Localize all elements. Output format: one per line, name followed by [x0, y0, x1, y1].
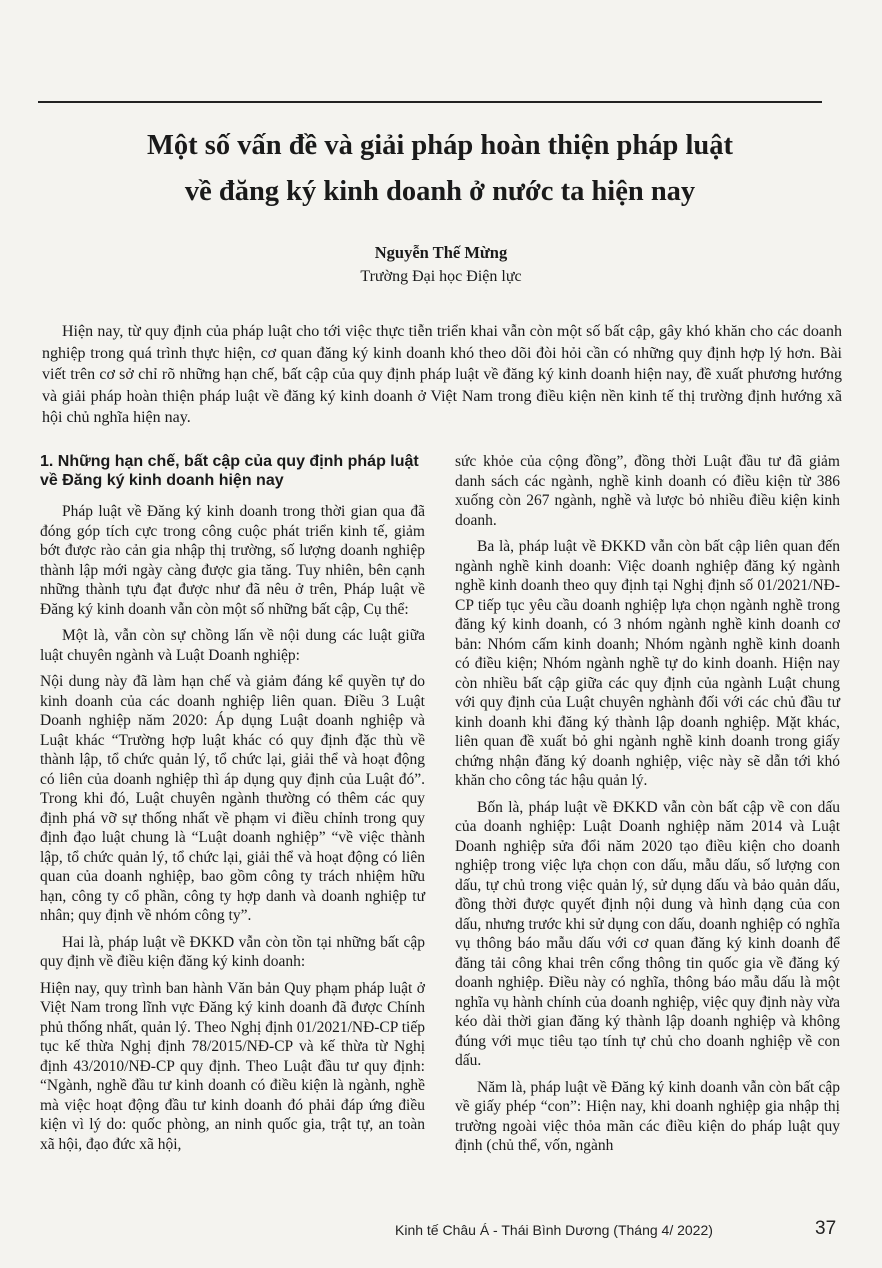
paragraph: Hai là, pháp luật về ĐKKD vẫn còn tồn tại những bất cập quy định về điều kiện đăng ký kinh doanh: — [40, 933, 425, 970]
journal-footer: Kinh tế Châu Á - Thái Bình Dương (Tháng 4/ 2022) — [395, 1222, 713, 1238]
page-number: 37 — [815, 1218, 837, 1239]
author-name: Nguyễn Thế Mừng — [374, 243, 508, 262]
header-rule — [38, 101, 822, 103]
abstract: Hiện nay, từ quy định của pháp luật cho tới việc thực tiễn triển khai vẫn còn một số bất cập, gây khó khăn cho các doanh nghiệp trong quá trình thực hiện, cơ quan đăng ký kinh doanh khó theo dõi đòi hỏi cần có những quy định hợp lý hơn. Bài viết trên cơ sở chỉ rõ những hạn chế, bất cập của quy định pháp luật về đăng ký kinh doanh hiện nay, đề xuất phương hướng và giải pháp hoàn thiện pháp luật về đăng ký kinh doanh ở Việt Nam trong điều kiện nền kinh tế thị trường định hướng xã hội chủ nghĩa hiện nay. — [42, 323, 842, 427]
left-column — [40, 452, 425, 1161]
paragraph: Nội dung này đã làm hạn chế và giảm đáng kể quyền tự do kinh doanh của các doanh nghiệp liên quan. Điều 3 Luật Doanh nghiệp năm 2020: Áp dụng Luật doanh nghiệp và Luật khác “Trường hợp luật khác có quy định đặc thù về thành lập, tổ chức quản lý, tổ chức lại, giải thể và hoạt động có liên của doanh nghiệp thì áp dụng quy định của Luật đó”. Trong khi đó, Luật chuyên ngành thường có thêm các quy định phá vỡ sự thống nhất về phạm vi điều chỉnh trong quy định đạo luật chung là “Luật doanh nghiệp” “về việc thành lập, tổ chức quản lý, tổ chức lại, giải thể và hoạt động có liên quan của doanh nghiệp, bao gồm công ty trách nhiệm hữu hạn, công ty cổ phần, công ty hợp danh và doanh nghiệp tư nhân; quy định về nhóm công ty”. — [40, 673, 425, 924]
author-affiliation: Trường Đại học Điện lực — [360, 268, 522, 285]
paragraph: Một là, vẫn còn sự chồng lấn về nội dung các luật giữa luật chuyên ngành và Luật Doanh nghiệp: — [40, 627, 425, 664]
paragraph: Ba là, pháp luật về ĐKKD vẫn còn bất cập liên quan đến ngành nghề kinh doanh: Việc doanh nghiệp đăng ký ngành nghề kinh doanh theo quy định tại Nghị định số 01/2021/NĐ-CP tiếp tục yêu cầu doanh nghiệp lựa chọn ngành nghề trong đăng ký kinh doanh, có 3 nhóm ngành nghề kinh doanh cơ bản: Nhóm cấm kinh doanh; Nhóm ngành nghề kinh doanh có điều kiện; Nhóm ngành nghề tự do kinh doanh. Hiện nay còn nhiều bất cập giữa các quy định của ngành Luật chung với quy định của Luật chuyên nghành đối với các chủ đầu tư kinh doanh khi đăng ký thành lập doanh nghiệp. Mặt khác, liên quan đề xuất bỏ ghi ngành nghề kinh doanh trong giấy chứng nhận đăng ký doanh nghiệp, việc này sẽ dẫn tới khó khăn cho công tác hậu quản lý. — [455, 538, 840, 789]
paragraph: Bốn là, pháp luật về ĐKKD vẫn còn bất cập về con dấu của doanh nghiệp: Luật Doanh nghiệp năm 2014 và Luật Doanh nghiệp sửa đổi năm 2020 tạo điều kiện cho doanh nghiệp trong việc lựa chọn con dấu, mẫu dấu, số lượng con dấu, tự chủ trong việc quản lý, sử dụng dấu và bảo quản dấu, đồng thời được quyết định nội dung và hình dạng của con dấu, nhưng trước khi sử dụng con dấu, doanh nghiệp có nghĩa vụ thông báo mẫu dấu với cơ quan đăng ký kinh doanh để đăng tải công khai trên cổng thông tin quốc gia về đăng ký doanh nghiệp. Điều này có nghĩa, thông báo mẫu dấu là một nghĩa vụ hành chính của doanh nghiệp, việc quy định này vừa kéo dài thời gian đăng ký thành lập doanh nghiệp và không đúng với mục tiêu tạo tính tự chủ cho doanh nghiệp về con dấu. — [455, 798, 840, 1069]
paragraph: Hiện nay, quy trình ban hành Văn bản Quy phạm pháp luật ở Việt Nam trong lĩnh vực Đăng ký kinh doanh đã được Chính phủ thống nhất, quản lý. Theo Nghị định 01/2021/NĐ-CP tiếp tục kế thừa Nghị định 78/2015/NĐ-CP và kế thừa từ Nghị định 43/2010/NĐ-CP quy định. Theo Luật đầu tư quy định: “Ngành, nghề đầu tư kinh doanh có điều kiện là ngành, nghề mà việc hoạt động đầu tư kinh doanh đó phải đáp ứng điều kiện vì lý do: quốc phòng, an ninh quốc gia, trật tự, an toàn xã hội, đạo đức xã hội, — [40, 979, 425, 1153]
paragraph: Năm là, pháp luật về Đăng ký kinh doanh vẫn còn bất cập về giấy phép “con”: Hiện nay, khi doanh nghiệp gia nhập thị trường ngoài việc thỏa mãn các điều kiện do pháp luật quy định (chủ thể, vốn, ngành — [455, 1078, 840, 1154]
paragraph: sức khỏe của cộng đồng”, đồng thời Luật đầu tư đã giảm danh sách các ngành, nghề kinh doanh có điều kiện từ 386 xuống còn 267 ngành, nghề và lược bỏ nhiều điều kiện kinh doanh. — [455, 453, 840, 529]
article-title — [40, 123, 840, 215]
title-line-1: Một số vấn đề và giải pháp hoàn thiện pháp luật — [147, 130, 733, 161]
right-column — [455, 452, 840, 1163]
paragraph: Pháp luật về Đăng ký kinh doanh trong thời gian qua đã đóng góp tích cực trong công cuộc phát triển kinh tế, giảm bớt được rào cản gia nhập thị trường, số lượng doanh nghiệp thành lập mới ngày càng được gia tăng. Tuy nhiên, bên cạnh những thành tựu đạt được như đã nêu ở trên, Pháp luật về Đăng ký kinh doanh vẫn còn một số những bất cập, Cụ thể: — [40, 503, 425, 618]
section-heading-1: 1. Những hạn chế, bất cập của quy định pháp luật về Đăng ký kinh doanh hiện nay — [40, 453, 419, 489]
title-line-2: về đăng ký kinh doanh ở nước ta hiện nay — [184, 176, 696, 207]
